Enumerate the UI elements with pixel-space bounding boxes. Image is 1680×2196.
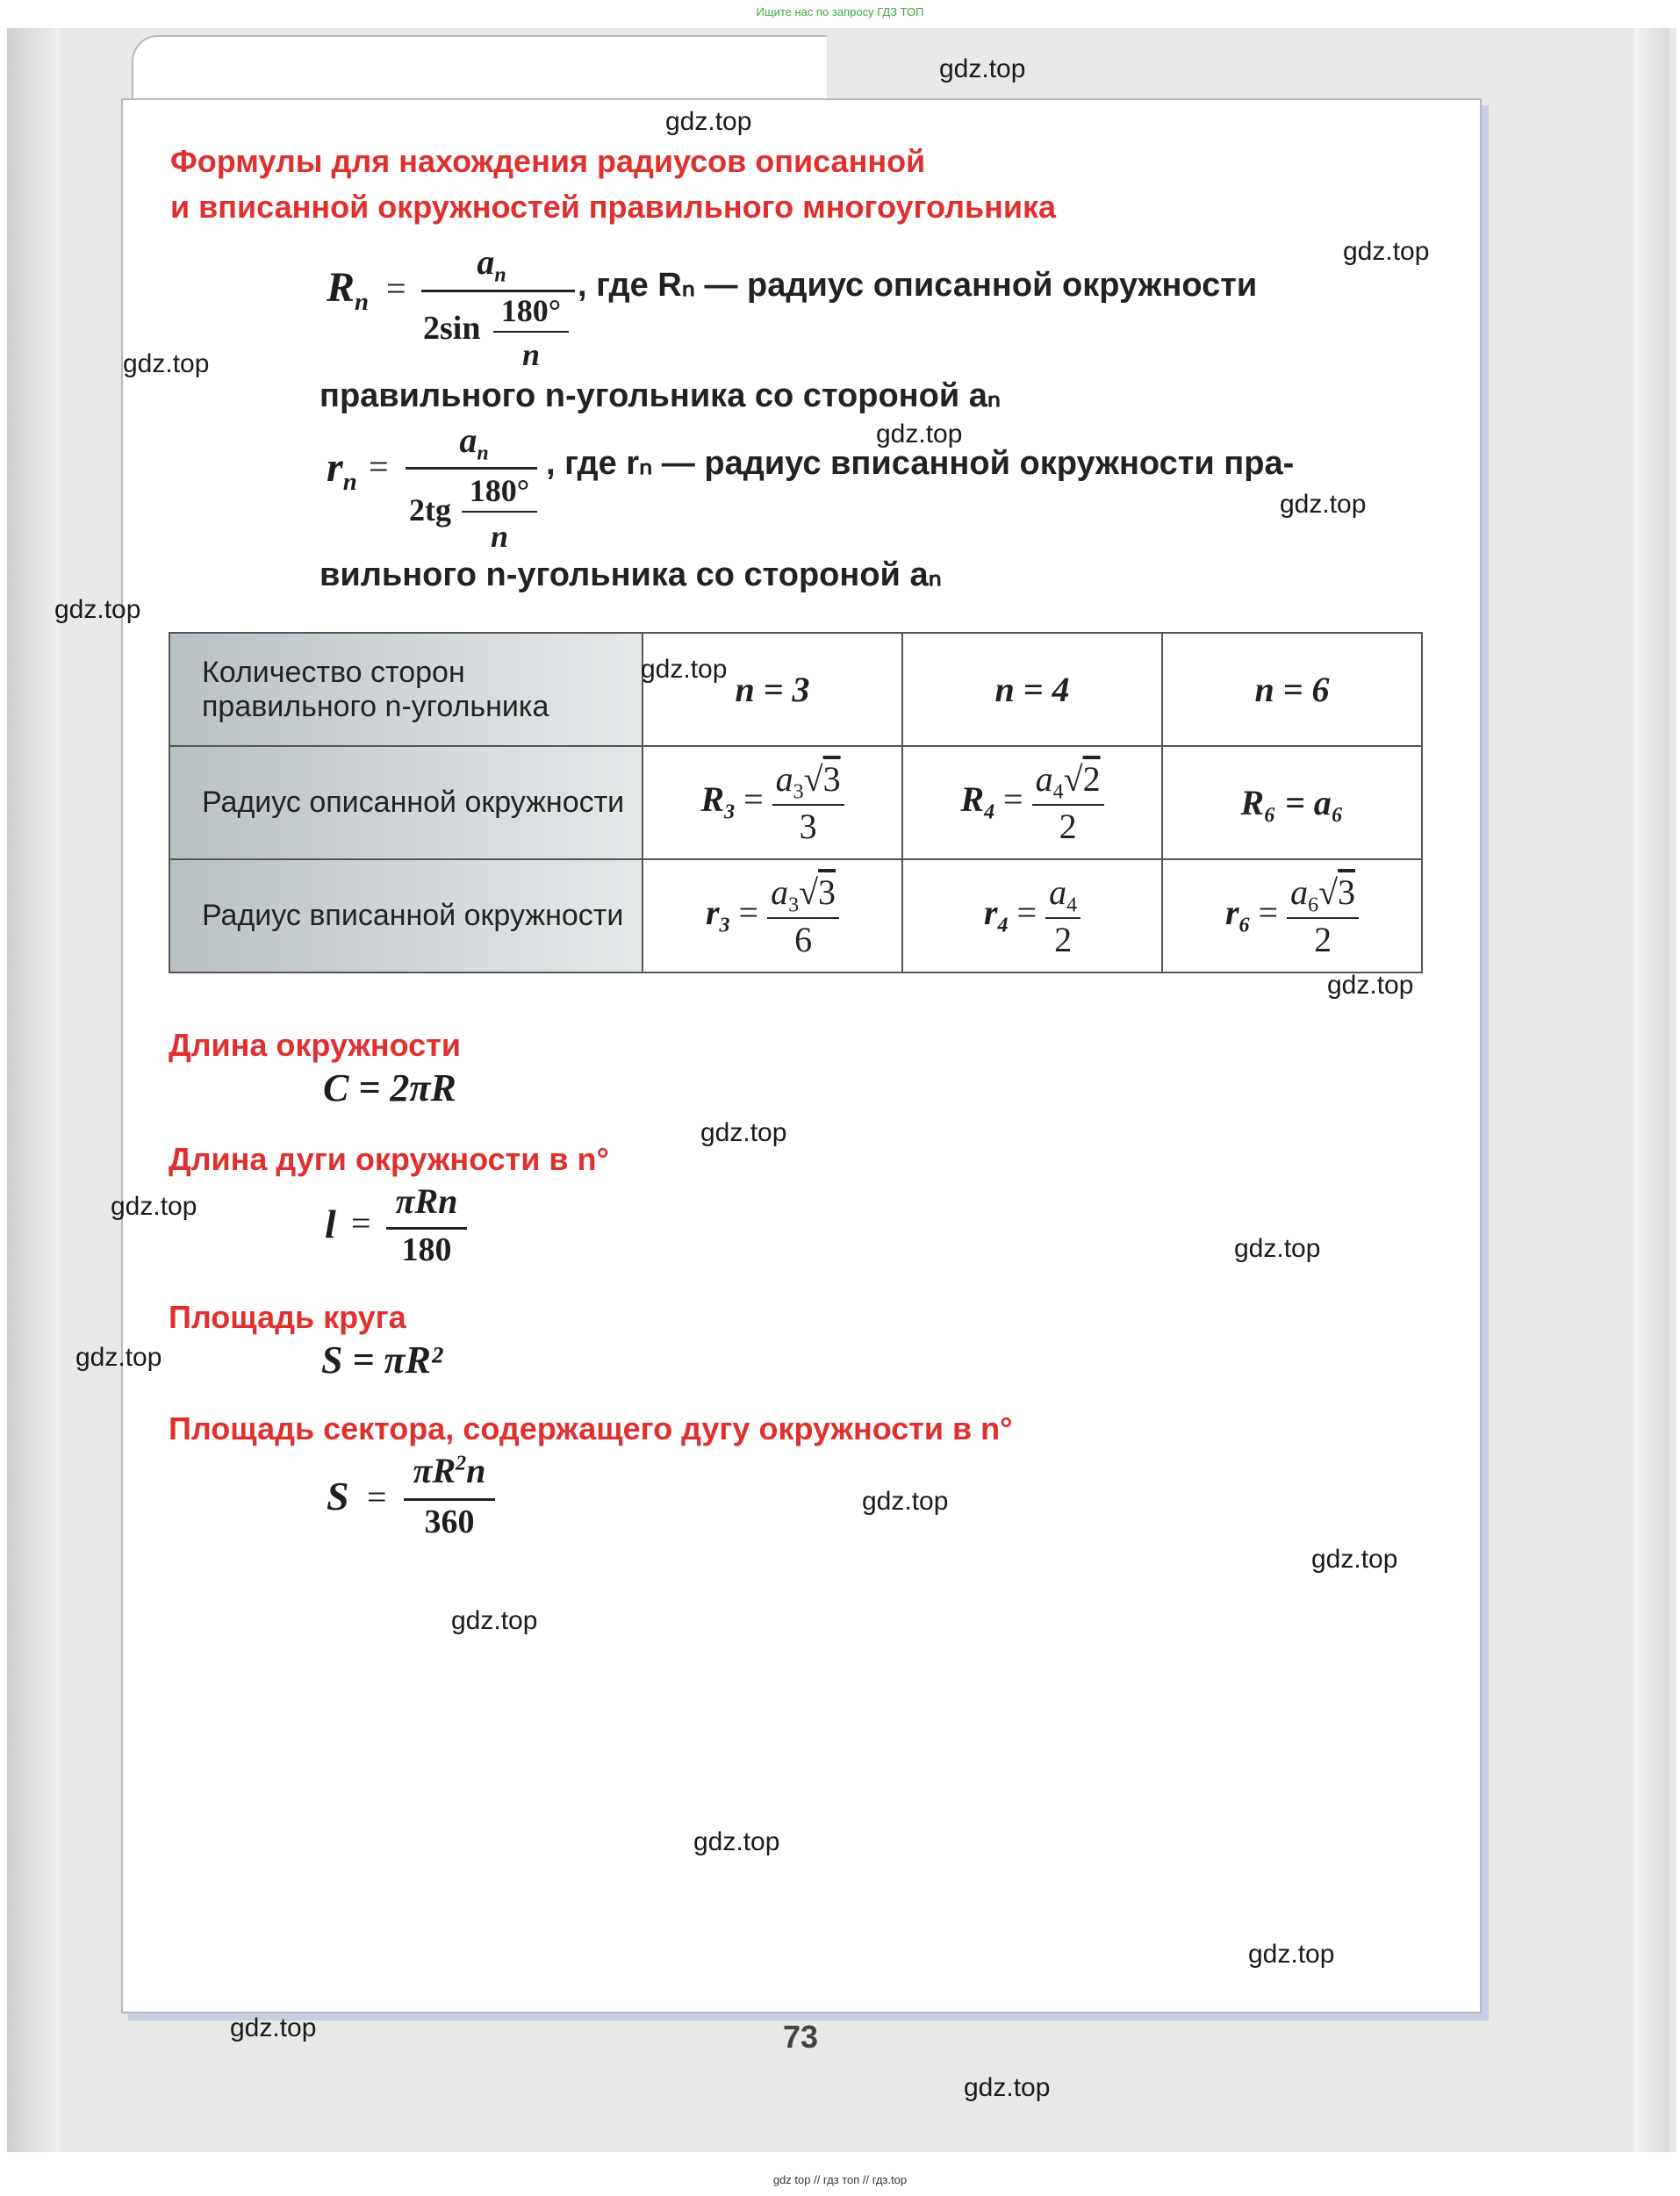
- watermark: gdz.top: [1343, 237, 1430, 266]
- table-col-n4: n = 4: [902, 633, 1162, 746]
- table-col-n6: n = 6: [1162, 633, 1422, 746]
- cell-r4: $r_4$ = $\frac{a_4}{2}$: [902, 859, 1162, 972]
- page-number: 73: [783, 2019, 819, 2055]
- watermark: gdz.top: [641, 655, 728, 684]
- watermark: gdz.top: [964, 2073, 1051, 2102]
- watermark: gdz.top: [876, 420, 963, 449]
- table-row: [169, 859, 1422, 972]
- R-description: , где Rₙ — радиус описанной окружности: [578, 267, 1258, 304]
- watermark: gdz.top: [230, 2013, 317, 2042]
- table-row-R-label: Радиус описанной окружности: [169, 746, 643, 859]
- table-header-sides: Количество сторон правильного n-угольника: [169, 633, 643, 746]
- heading-sector-area: Площадь сектора, содержащего дугу окружности в n°: [169, 1410, 1013, 1446]
- top-note: Ищите нас по запросу ГДЗ ТОП: [756, 5, 924, 18]
- watermark: gdz.top: [1248, 1940, 1335, 1969]
- watermark: gdz.top: [1311, 1545, 1398, 1574]
- watermark: gdz.top: [862, 1487, 949, 1516]
- heading-circumference: Длина окружности: [169, 1027, 461, 1063]
- cell-R6: R₆ = a₆: [1162, 746, 1422, 859]
- watermark: gdz.top: [1327, 971, 1414, 1000]
- page-spine: [7, 28, 60, 2152]
- r-description: , где rₙ — радиус вписанной окружности пра-: [546, 445, 1295, 482]
- watermark: gdz.top: [1234, 1234, 1321, 1263]
- cell-r3: $r_3$ = $\frac{a_3√3}{6}$: [643, 859, 902, 972]
- table-row: [169, 633, 1422, 746]
- watermark: gdz.top: [939, 54, 1026, 83]
- table-row-r-label: Радиус вписанной окружности: [169, 859, 643, 972]
- table-col-n3: n = 3: [643, 633, 902, 746]
- watermark: gdz.top: [700, 1118, 787, 1147]
- watermark: gdz.top: [1280, 490, 1367, 519]
- r-description-line2: вильного n-угольника со стороной aₙ: [319, 556, 942, 593]
- formula-circle-area: S = πR²: [321, 1338, 443, 1381]
- cell-R3: $R_3$ = $\frac{a_3√3}{3}$: [643, 746, 902, 859]
- watermark: gdz.top: [665, 107, 752, 136]
- heading-formulas: [170, 139, 1056, 230]
- polygon-radius-table: [169, 632, 1423, 973]
- formula-circumference: C = 2πR: [323, 1066, 456, 1109]
- table-row: [169, 746, 1422, 859]
- heading-circle-area: Площадь круга: [169, 1299, 406, 1335]
- watermark: gdz.top: [451, 1606, 538, 1635]
- cell-R4: $R_4$ = $\frac{a_4√2}{2}$: [902, 746, 1162, 859]
- cell-r6: $r_6$ = $\frac{a_6√3}{2}$: [1162, 859, 1422, 972]
- page-right-edge: [1634, 28, 1669, 2152]
- R-description-line2: правильного n-угольника со стороной aₙ: [319, 377, 1002, 414]
- watermark: gdz.top: [54, 595, 141, 624]
- heading-formulas-line1: Формулы для нахождения радиусов описанной: [170, 143, 926, 179]
- card-tab: [132, 35, 827, 107]
- watermark: gdz.top: [693, 1827, 780, 1856]
- heading-arc-length: Длина дуги окружности в n°: [169, 1141, 609, 1177]
- heading-formulas-line2: и вписанной окружностей правильного многоугольника: [170, 189, 1057, 225]
- watermark: gdz.top: [123, 349, 210, 378]
- watermark: gdz.top: [111, 1192, 197, 1221]
- bottom-note: gdz top // гдз топ // гдз.top: [772, 2173, 908, 2186]
- watermark: gdz.top: [75, 1343, 162, 1372]
